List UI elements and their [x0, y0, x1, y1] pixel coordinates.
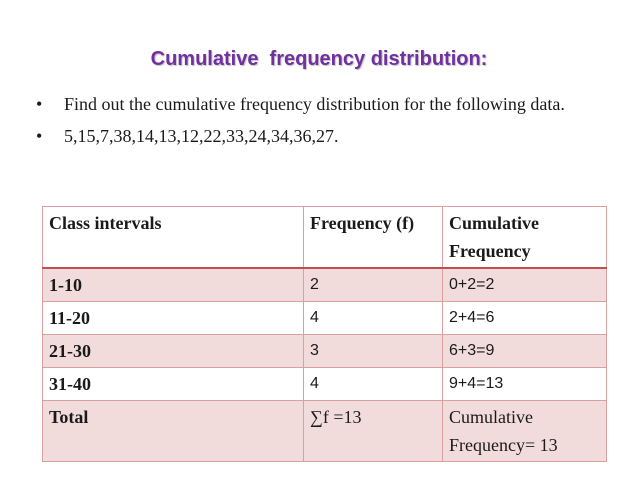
slide-title: Cumulative frequency distribution: [150, 48, 488, 70]
table-row [43, 368, 607, 401]
table-header-row [43, 207, 607, 269]
bullet-list [36, 92, 596, 156]
table-row [43, 302, 607, 335]
cumulative-cell: 0+2=2 [443, 268, 607, 302]
cumulative-cell: 9+4=13 [443, 368, 607, 401]
bullet-icon: • [36, 94, 43, 114]
total-label: Total [43, 401, 304, 462]
bullet-text: 5,15,7,38,14,13,12,22,33,24,34,36,27. [64, 126, 339, 146]
table-row [43, 268, 607, 302]
bullet-item [36, 92, 596, 116]
frequency-cell: 4 [304, 368, 443, 401]
frequency-cell: 3 [304, 335, 443, 368]
table-total-row [43, 401, 607, 462]
header-frequency: Frequency (f) [304, 207, 443, 269]
bullet-item [36, 124, 596, 148]
frequency-cell: 4 [304, 302, 443, 335]
frequency-cell: 2 [304, 268, 443, 302]
class-interval-cell: 1-10 [43, 268, 304, 302]
header-cumulative-frequency: Cumulative Frequency [443, 207, 607, 269]
sigma-icon: ∑ [310, 407, 323, 427]
bullet-text: Find out the cumulative frequency distribution for the following data. [64, 94, 565, 114]
frequency-sum-text: f =13 [322, 407, 362, 427]
cumulative-cell: 6+3=9 [443, 335, 607, 368]
class-interval-cell: 31-40 [43, 368, 304, 401]
table-row [43, 335, 607, 368]
header-class-intervals: Class intervals [43, 207, 304, 269]
bullet-icon: • [36, 126, 43, 146]
class-interval-cell: 21-30 [43, 335, 304, 368]
cumulative-cell: 2+4=6 [443, 302, 607, 335]
class-interval-cell: 11-20 [43, 302, 304, 335]
frequency-sum-cell [304, 401, 443, 462]
total-cumulative-cell: Cumulative Frequency= 13 [443, 401, 607, 462]
frequency-table [42, 206, 607, 462]
